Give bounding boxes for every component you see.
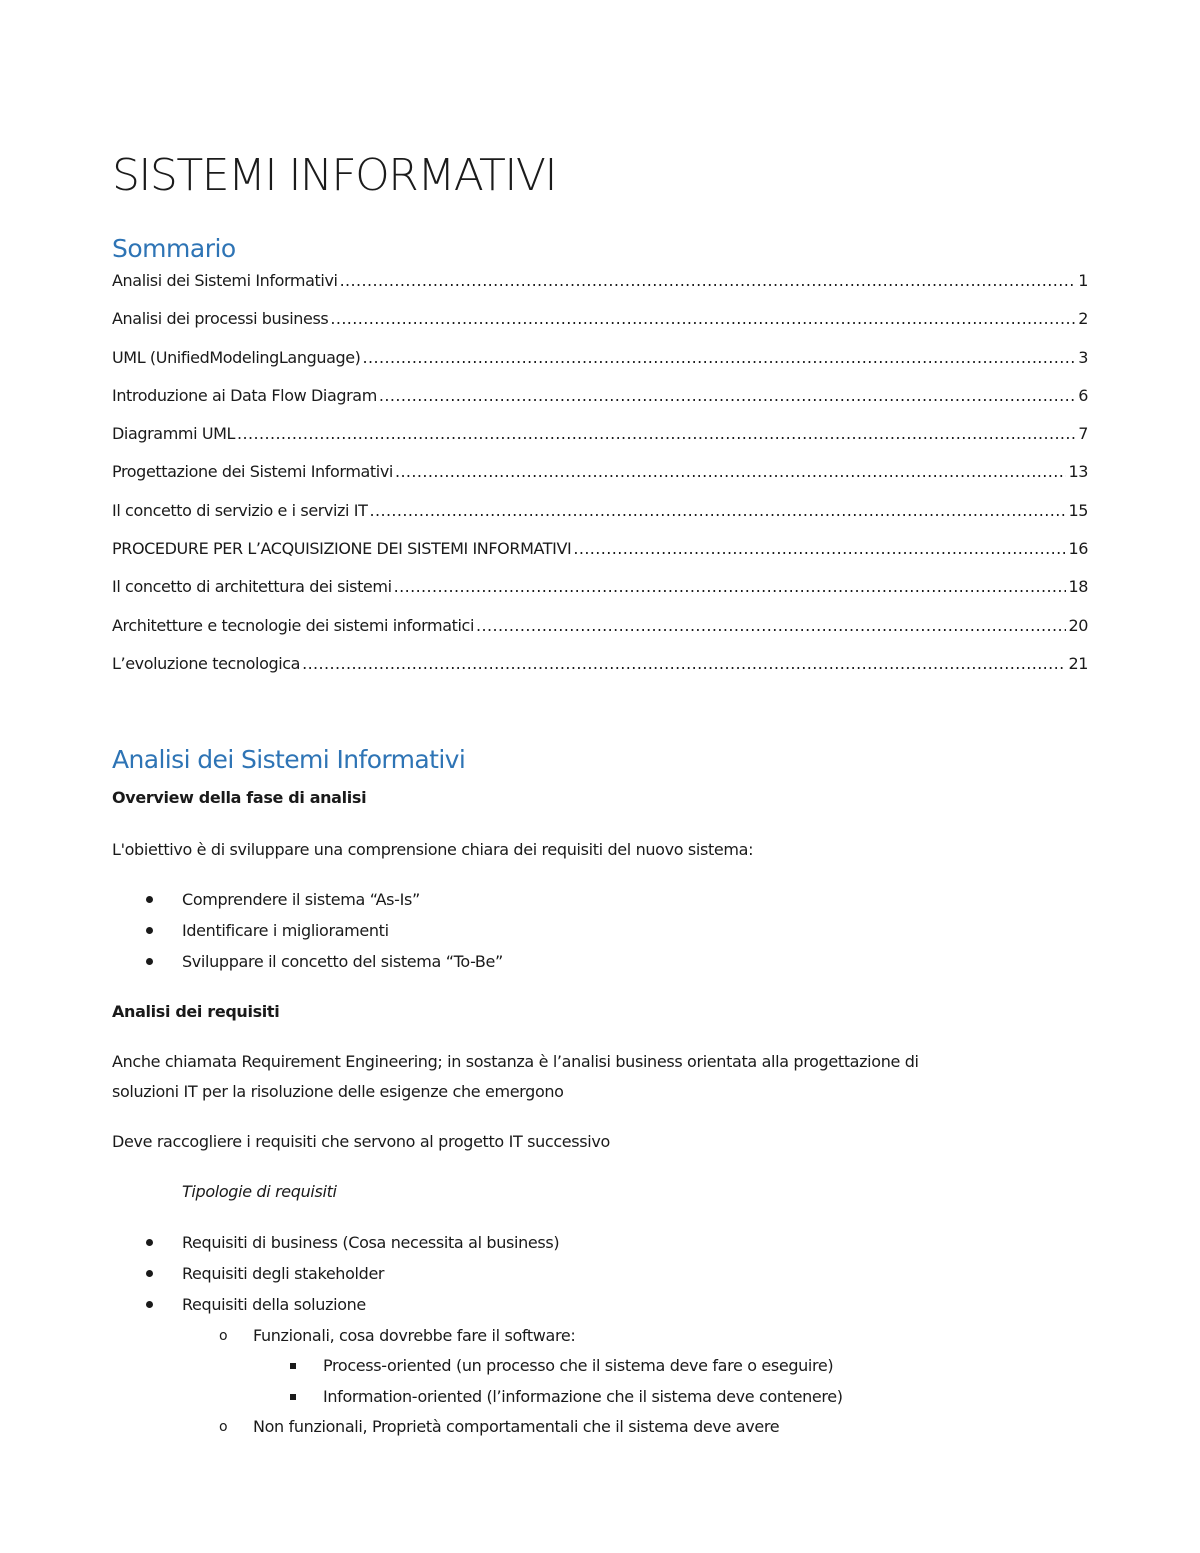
toc-dot-leader: [369, 501, 1066, 520]
toc-entry-page-number[interactable]: 2: [1078, 309, 1088, 329]
list-item-text: Requisiti della soluzione: [182, 1295, 366, 1315]
toc-entry-page-number[interactable]: 1: [1078, 271, 1088, 290]
toc-entry-title[interactable]: L’evoluzione tecnologica: [112, 653, 301, 673]
toc-entry[interactable]: [112, 462, 1088, 500]
toc-entry[interactable]: [112, 386, 1088, 424]
toc-dot-leader: [340, 271, 1077, 290]
list-item-text: Process-oriented (un processo che il sistema deve fare o eseguire): [323, 1356, 834, 1375]
solution-requirements-sublist: [112, 1321, 1088, 1352]
square-bullet-icon: [290, 1394, 296, 1400]
toc-entry[interactable]: [112, 616, 1088, 654]
toc-dot-leader: [237, 424, 1076, 443]
document-title: SISTEMI INFORMATIVI: [112, 150, 556, 201]
list-item-text: Non funzionali, Proprietà comportamentali che il sistema deve avere: [253, 1417, 780, 1436]
toc-dot-leader: [394, 577, 1067, 596]
toc-entry[interactable]: [112, 654, 1088, 692]
list-item-text: Sviluppare il concetto del sistema “To-Be”: [182, 952, 503, 972]
functional-requirements-sublist: [112, 1351, 1088, 1412]
toc-dot-leader: [573, 539, 1066, 558]
requirement-types-label: Tipologie di requisiti: [182, 1182, 337, 1201]
toc-dot-leader: [395, 462, 1066, 481]
toc-entry-title[interactable]: PROCEDURE PER L’ACQUISIZIONE DEI SISTEMI INFORMATIVI: [112, 539, 572, 559]
list-item: [112, 915, 1088, 946]
objective-paragraph: L'obiettivo è di sviluppare una comprensione chiara dei requisiti del nuovo sistema:: [112, 840, 754, 859]
solution-requirements-sublist-2: [112, 1412, 1088, 1443]
toc-entry-page-number[interactable]: 3: [1078, 347, 1088, 367]
overview-heading: Overview della fase di analisi: [112, 788, 367, 807]
circle-bullet-icon: o: [219, 1328, 228, 1344]
toc-entry-page-number[interactable]: 18: [1068, 577, 1088, 597]
toc-entry-page-number[interactable]: 21: [1068, 653, 1088, 673]
toc-entry[interactable]: [112, 539, 1088, 577]
table-of-contents: [112, 271, 1088, 692]
list-item-text: Funzionali, cosa dovrebbe fare il software:: [253, 1326, 576, 1345]
sub-list-item-functional: [112, 1321, 1088, 1352]
bullet-icon: [146, 1239, 153, 1246]
toc-entry-title[interactable]: Progettazione dei Sistemi Informativi: [112, 462, 393, 482]
section-heading: Analisi dei Sistemi Informativi: [112, 745, 466, 774]
requirement-types-list: [112, 1227, 1088, 1321]
toc-entry[interactable]: [112, 424, 1088, 462]
toc-dot-leader: [302, 654, 1066, 673]
toc-entry-title[interactable]: Analisi dei processi business: [112, 309, 329, 329]
toc-entry-title[interactable]: Architetture e tecnologie dei sistemi informatici: [112, 615, 474, 635]
requirements-paragraph-line-1: Anche chiamata Requirement Engineering; in sostanza è l’analisi business orientata alla progettazione di: [112, 1052, 919, 1071]
square-bullet-icon: [290, 1363, 296, 1369]
list-item-text: Requisiti degli stakeholder: [182, 1264, 385, 1284]
toc-dot-leader: [330, 309, 1076, 328]
toc-entry-page-number[interactable]: 7: [1078, 424, 1088, 444]
toc-entry-page-number[interactable]: 6: [1078, 385, 1088, 405]
toc-dot-leader: [476, 616, 1066, 635]
list-item: [112, 1227, 1088, 1258]
circle-bullet-icon: o: [219, 1419, 228, 1435]
sub-list-item-non-functional: [112, 1412, 1088, 1443]
list-item: [112, 1351, 1088, 1382]
bullet-icon: [146, 927, 153, 934]
list-item: [112, 1289, 1088, 1320]
toc-entry-page-number[interactable]: 15: [1068, 500, 1088, 520]
toc-entry-title[interactable]: Il concetto di architettura dei sistemi: [112, 577, 392, 597]
list-item: [112, 1258, 1088, 1289]
list-item: [112, 884, 1088, 915]
toc-entry[interactable]: [112, 271, 1088, 309]
toc-entry-title[interactable]: Diagrammi UML: [112, 424, 236, 444]
collect-paragraph: Deve raccogliere i requisiti che servono al progetto IT successivo: [112, 1132, 610, 1151]
toc-entry-title[interactable]: Introduzione ai Data Flow Diagram: [112, 385, 377, 405]
toc-entry[interactable]: [112, 577, 1088, 615]
toc-entry-title[interactable]: Analisi dei Sistemi Informativi: [112, 271, 338, 290]
toc-entry[interactable]: [112, 348, 1088, 386]
bullet-icon: [146, 896, 153, 903]
list-item: [112, 1382, 1088, 1413]
bullet-icon: [146, 1270, 153, 1277]
requirements-heading: Analisi dei requisiti: [112, 1002, 280, 1021]
toc-entry-title[interactable]: Il concetto di servizio e i servizi IT: [112, 500, 368, 520]
toc-entry-page-number[interactable]: 13: [1068, 462, 1088, 482]
list-item-text: Requisiti di business (Cosa necessita al business): [182, 1233, 560, 1252]
toc-entry-title[interactable]: UML (UnifiedModelingLanguage): [112, 347, 361, 367]
toc-entry[interactable]: [112, 501, 1088, 539]
list-item-text: Identificare i miglioramenti: [182, 921, 389, 941]
toc-entry[interactable]: [112, 309, 1088, 347]
toc-entry-page-number[interactable]: 20: [1068, 615, 1088, 635]
bullet-icon: [146, 1301, 153, 1308]
bullet-icon: [146, 958, 153, 965]
requirements-paragraph-line-2: soluzioni IT per la risoluzione delle esigenze che emergono: [112, 1082, 564, 1101]
toc-entry-page-number[interactable]: 16: [1068, 539, 1088, 559]
list-item-text: Information-oriented (l’informazione che il sistema deve contenere): [323, 1386, 843, 1406]
toc-dot-leader: [379, 386, 1076, 405]
toc-dot-leader: [363, 348, 1077, 367]
objective-bullet-list: [112, 884, 1088, 978]
toc-heading: Sommario: [112, 234, 236, 263]
list-item: [112, 946, 1088, 977]
list-item-text: Comprendere il sistema “As-Is”: [182, 890, 420, 909]
